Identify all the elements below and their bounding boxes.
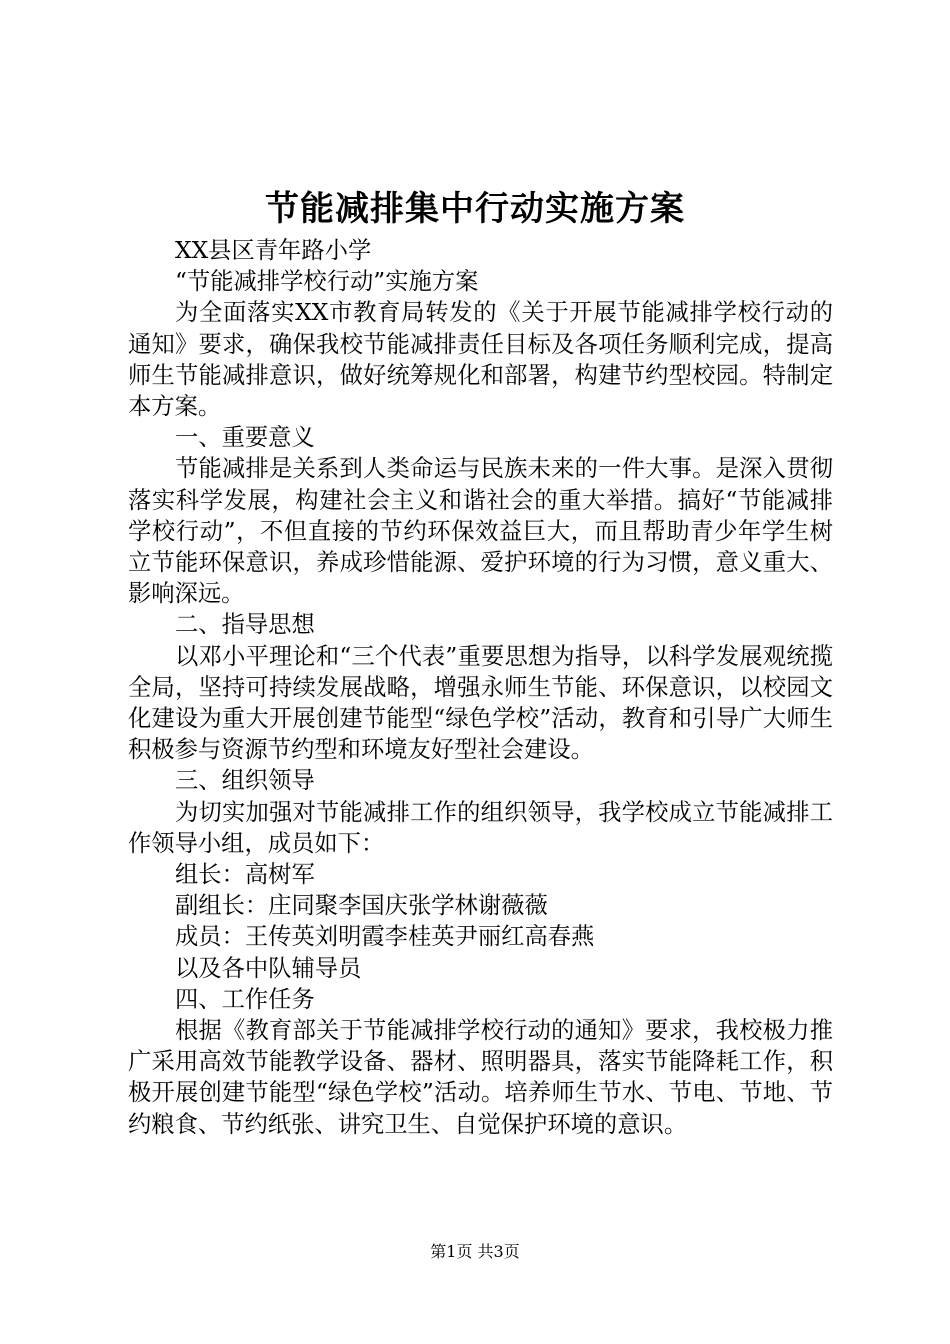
- paragraph-deputy-leaders: 副组长：庄同聚李国庆张学林谢薇薇: [175, 892, 548, 920]
- page-footer: 第1页 共3页: [430, 1242, 520, 1261]
- section-heading-significance: 一、重要意义: [175, 424, 315, 452]
- document-body: [128, 235, 833, 1140]
- paragraph-group-leader: 组长：高树军: [175, 861, 315, 889]
- section-heading-organization: 三、组织领导: [175, 767, 315, 795]
- paragraph-school-name: XX县区青年路小学: [175, 237, 372, 264]
- section-heading-tasks: 四、工作任务: [175, 985, 315, 1013]
- section-heading-guiding-thought: 二、指导思想: [175, 611, 315, 639]
- paragraph-members: 成员：王传英刘明霞李桂英尹丽红高春燕: [175, 923, 595, 951]
- paragraph-plan-subtitle: “节能减排学校行动”实施方案: [175, 268, 479, 296]
- paragraph-counselors: 以及各中队辅导员: [175, 954, 362, 982]
- document-title: 节能减排集中行动实施方案: [265, 189, 685, 229]
- paragraph-significance: 节能减排是关系到人类命运与民族未来的一件大事。是深入贯彻落实科学发展，构建社会主义和谐社会的重大举措。搞好“节能减排学校行动”，不但直接的节约环保效益巨大，而且帮助青少年学生树立节能环保意识，养成珍惜能源、爱护环境的行为习惯，意义重大、影响深远。: [128, 455, 833, 608]
- paragraph-tasks: 根据《教育部关于节能减排学校行动的通知》要求，我校极力推广采用高效节能教学设备、器材、照明器具，落实节能降耗工作，积极开展创建节能型“绿色学校”活动。培养师生节水、节电、节地、节约粮食、节约纸张、讲究卫生、自觉保护环境的意识。: [128, 1017, 833, 1138]
- paragraph-guiding-thought: 以邓小平理论和“三个代表”重要思想为指导，以科学发展观统揽全局，坚持可持续发展战略，增强永师生节能、环保意识，以校园文化建设为重大开展创建节能型“绿色学校”活动，教育和引导广大师生积极参与资源节约型和环境友好型社会建设。: [128, 642, 833, 764]
- paragraph-intro: 为全面落实XX市教育局转发的《关于开展节能减排学校行动的通知》要求，确保我校节能减排责任目标及各项任务顺利完成，提高师生节能减排意识，做好统筹规化和部署，构建节约型校园。特制定本方案。: [128, 299, 833, 421]
- paragraph-organization: 为切实加强对节能减排工作的组织领导，我学校成立节能减排工作领导小组，成员如下：: [128, 798, 833, 857]
